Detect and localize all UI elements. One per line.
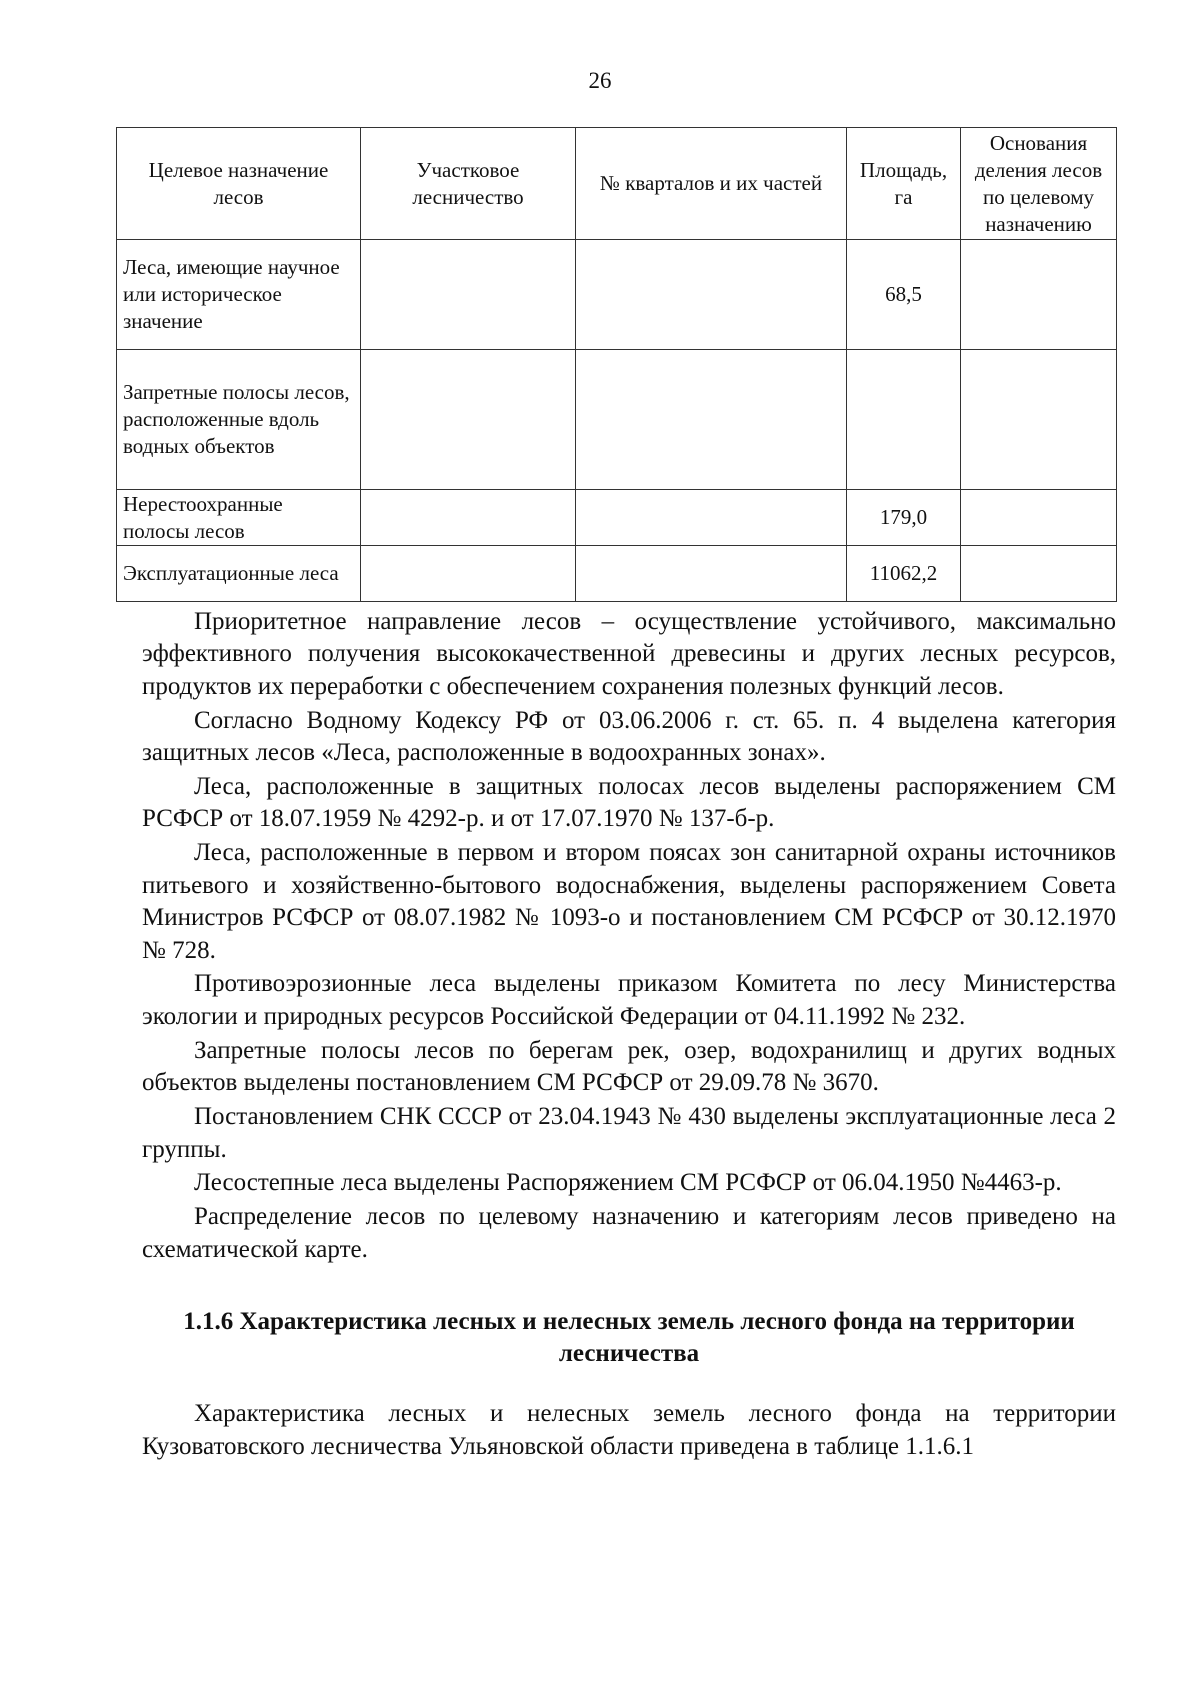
paragraph: Распределение лесов по целевому назначению и категориям лесов приведено на схематической карте. xyxy=(142,1203,1116,1263)
paragraph: Постановлением СНК СССР от 23.04.1943 № 430 выделены эксплуатационные леса 2 группы. xyxy=(142,1103,1116,1163)
row-district xyxy=(361,490,576,546)
row-quarters xyxy=(576,350,847,490)
row-basis xyxy=(961,240,1117,350)
header-district: Участковое лесничество xyxy=(361,128,576,240)
row-purpose: Эксплуатационные леса xyxy=(117,546,361,602)
header-area: Площадь, га xyxy=(847,128,961,240)
paragraph: Леса, расположенные в защитных полосах лесов выделены распоряжением СМ РСФСР от 18.07.1959 № 4292-р. и от 17.07.1970 № 137-б-р. xyxy=(142,773,1116,833)
paragraph: Леса, расположенные в первом и втором поясах зон санитарной охраны источников питьевого и хозяйственно-бытового водоснабжения, выделены распоряжением Совета Министров РСФСР от 08.07.1982 № 1093-о и постановлением СМ РСФСР от 30.12.1970 № 728. xyxy=(142,839,1116,964)
row-quarters xyxy=(576,546,847,602)
row-purpose: Леса, имеющие научное или историческое значение xyxy=(117,240,361,350)
row-basis xyxy=(961,350,1117,490)
row-quarters xyxy=(576,490,847,546)
table-row xyxy=(117,490,1117,546)
paragraph: Приоритетное направление лесов – осуществление устойчивого, максимально эффективного получения высококачественной древесины и других лесных ресурсов, продуктов их переработки с обеспечением сохранения полезных функций лесов. xyxy=(142,608,1116,700)
header-basis: Основания деления лесов по целевому назначению xyxy=(961,128,1117,240)
row-quarters xyxy=(576,240,847,350)
row-district xyxy=(361,546,576,602)
row-area: 11062,2 xyxy=(847,546,961,602)
row-district xyxy=(361,240,576,350)
paragraph: Запретные полосы лесов по берегам рек, озер, водохранилищ и других водных объектов выделены постановлением СМ РСФСР от 29.09.78 № 3670. xyxy=(142,1036,1116,1097)
section-heading: 1.1.6 Характеристика лесных и нелесных земель лесного фонда на территории лесничества xyxy=(183,1308,1075,1368)
paragraph: Согласно Водному Кодексу РФ от 03.06.2006 г. ст. 65. п. 4 выделена категория защитных лесов «Леса, расположенные в водоохранных зонах». xyxy=(142,706,1116,767)
row-area: 179,0 xyxy=(847,490,961,546)
table-row xyxy=(117,546,1117,602)
row-district xyxy=(361,350,576,490)
header-purpose: Целевое назначение лесов xyxy=(117,128,361,240)
table-header-row xyxy=(117,128,1117,240)
table-row xyxy=(117,350,1117,490)
body-text xyxy=(142,606,1116,1464)
page-number: 26 xyxy=(588,68,612,93)
paragraph: Противоэрозионные леса выделены приказом Комитета по лесу Министерства экологии и природных ресурсов Российской Федерации от 04.11.1992 № 232. xyxy=(142,970,1116,1030)
paragraph: Лесостепные леса выделены Распоряжением СМ РСФСР от 06.04.1950 №4463-р. xyxy=(194,1169,1062,1197)
row-basis xyxy=(961,546,1117,602)
closing-paragraph: Характеристика лесных и нелесных земель лесного фонда на территории Кузоватовского лесничества Ульяновской области приведена в таблице 1.1.6.1 xyxy=(142,1400,1116,1460)
row-purpose: Нерестоохранные полосы лесов xyxy=(117,490,361,546)
row-area: 68,5 xyxy=(847,240,961,350)
row-basis xyxy=(961,490,1117,546)
forest-purpose-table xyxy=(116,127,1117,602)
row-area xyxy=(847,350,961,490)
row-purpose: Запретные полосы лесов, расположенные вдоль водных объектов xyxy=(117,350,361,490)
table-row xyxy=(117,240,1117,350)
header-quarters: № кварталов и их частей xyxy=(576,128,847,240)
